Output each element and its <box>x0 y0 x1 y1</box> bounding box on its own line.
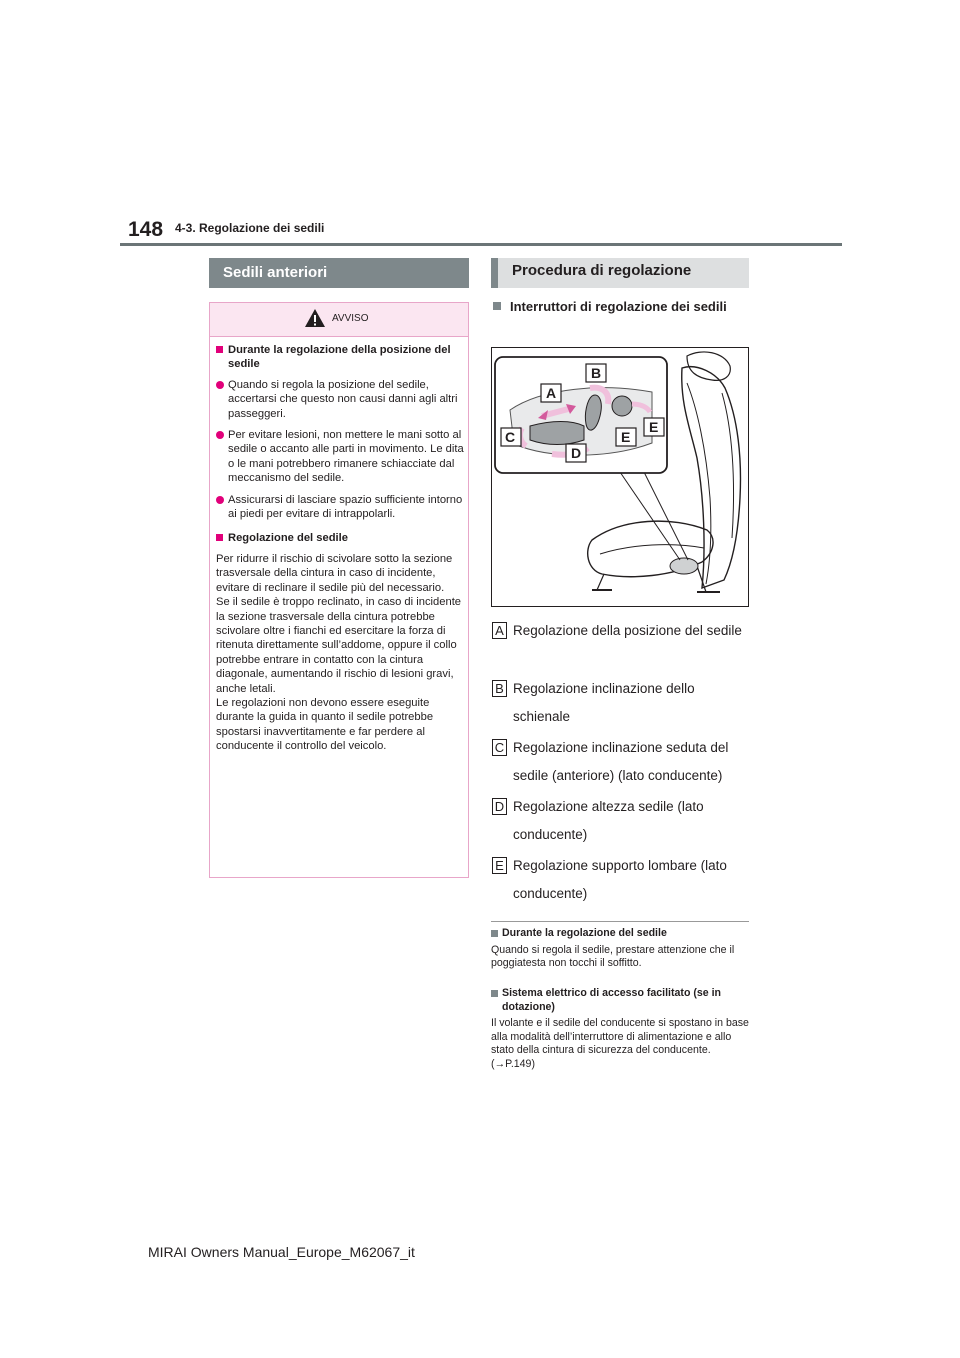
note-seat-adjustment <box>491 927 749 971</box>
legend-item-a: A Regolazione della posizione del sedile <box>492 617 752 645</box>
notes-divider <box>491 921 749 922</box>
warning-heading: Regolazione del sedile <box>216 531 464 545</box>
warning-paragraph: Le regolazioni non devono essere eseguite durante la guida in quanto il sedile potrebbe spostarsi inavvertitamente e far perdere al conducente il controllo del veicolo. <box>216 696 434 753</box>
header-rule <box>120 243 842 246</box>
warning-bullet: Assicurarsi di lasciare spazio sufficiente intorno ai piedi per evitare di intrappolarli. <box>216 493 464 522</box>
section-title-front-seats: Sedili anteriori <box>209 258 469 288</box>
figure-label-c: C <box>505 429 516 445</box>
square-bullet-icon <box>491 930 498 937</box>
square-bullet-icon <box>493 302 501 310</box>
seat-illustration <box>492 348 748 606</box>
legend-label-b: B <box>492 680 507 697</box>
section-reference: 4-3. Regolazione dei sedili <box>175 221 325 235</box>
square-bullet-icon <box>216 534 223 541</box>
warning-triangle-icon <box>304 308 326 328</box>
legend-item-c: C Regolazione inclinazione seduta del sedile (anteriore) (lato conducente) <box>492 734 752 790</box>
legend-label-c: C <box>492 739 507 756</box>
round-bullet-icon <box>216 381 224 389</box>
square-bullet-icon <box>216 346 223 353</box>
legend-label-d: D <box>492 798 507 815</box>
seat-switch-figure <box>491 347 749 607</box>
page-number: 148 <box>128 218 164 241</box>
figure-label-e-2: E <box>649 419 659 435</box>
warning-paragraph: Se il sedile è troppo reclinato, in caso di incidente la sezione trasversale della cintura potrebbe scivolare oltre i fianchi ed esercitare la forza di ritenuta direttamente sull’addome, oppure il collo potrebbe entrare in contatto con la cintura diagonale, aumentando il rischio di lesioni gravi, anche letali. <box>216 596 462 695</box>
round-bullet-icon <box>216 496 224 504</box>
square-bullet-icon <box>491 990 498 997</box>
note-easy-access <box>491 987 749 1072</box>
legend-item-e: E Regolazione supporto lombare (lato conducente) <box>492 852 752 908</box>
warning-paragraph: Per ridurre il rischio di scivolare sotto la sezione trasversale della cintura in caso di incidente, evitare di reclinare il sedile più del necessario. <box>216 552 453 594</box>
legend-label-a: A <box>492 622 507 639</box>
switches-subheading: Interruttori di regolazione dei sedili <box>493 296 743 317</box>
note-heading: Sistema elettrico di accesso facilitato (se in dotazione) <box>491 987 749 1014</box>
figure-label-e: E <box>621 429 631 445</box>
round-bullet-icon <box>216 431 224 439</box>
footer-text: MIRAI Owners Manual_Europe_M62067_it <box>148 1244 415 1260</box>
warning-body <box>216 343 464 754</box>
note-text: Quando si regola il sedile, prestare attenzione che il poggiatesta non tocchi il soffitto. <box>491 943 735 970</box>
legend-label-e: E <box>492 857 507 874</box>
warning-bullet: Per evitare lesioni, non mettere le mani sotto al sedile o accanto alle parti in movimento. Le dita o le mani potrebbero rimanere schiacciate dal meccanismo del sedile. <box>216 428 464 486</box>
warning-heading: Durante la regolazione della posizione del sedile <box>216 343 464 372</box>
warning-title: AVVISO <box>332 313 369 324</box>
figure-label-a: A <box>546 385 557 401</box>
warning-box <box>209 302 469 878</box>
legend-item-d: D Regolazione altezza sedile (lato conducente) <box>492 793 752 849</box>
legend-item-b: B Regolazione inclinazione dello schienale <box>492 675 752 731</box>
figure-label-b: B <box>591 365 602 381</box>
figure-label-d: D <box>571 445 582 461</box>
warning-bullet: Quando si regola la posizione del sedile, accertarsi che questo non causi danni agli altri passeggeri. <box>216 378 464 421</box>
note-heading: Durante la regolazione del sedile <box>491 927 749 941</box>
warning-header <box>210 303 468 337</box>
section-title-procedure: Procedura di regolazione <box>491 258 749 288</box>
note-text: Il volante e il sedile del conducente si spostano in base alla modalità dell’interruttore di alimentazione e allo stato della cintura di sicurezza del conducente. (→P.149) <box>491 1017 749 1070</box>
